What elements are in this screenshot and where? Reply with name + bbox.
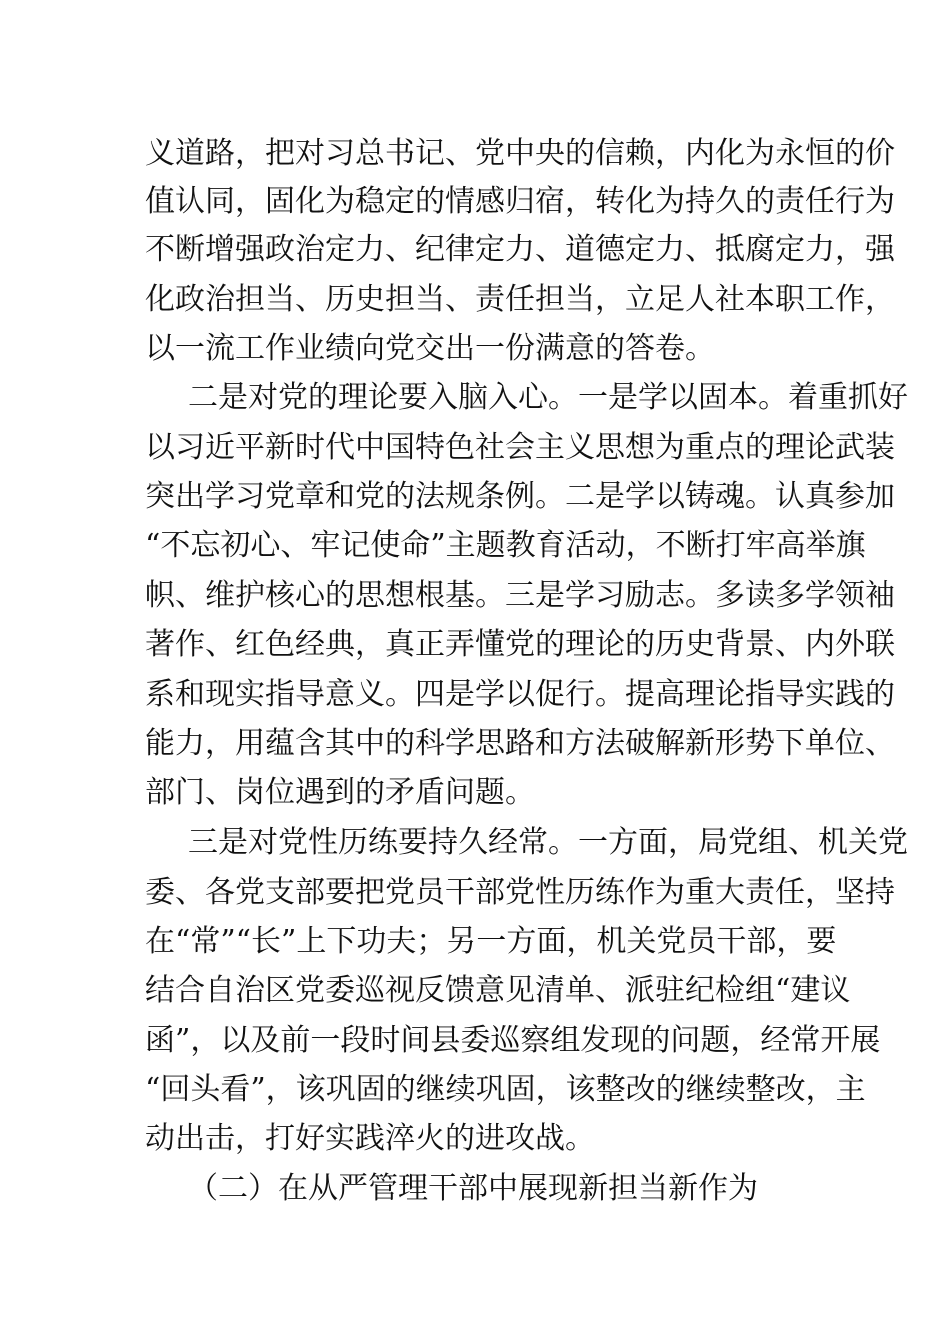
paragraph-line: 在“常”“长”上下功夫；另一方面，机关党员干部，要 xyxy=(145,924,837,959)
paragraph-line: 三是对党性历练要持久经常。一方面，局党组、机关党 xyxy=(188,825,908,860)
paragraph-line: 能力，用蕴含其中的科学思路和方法破解新形势下单位、 xyxy=(145,726,895,761)
paragraph-line: 动出击，打好实践淬火的进攻战。 xyxy=(145,1121,595,1156)
paragraph-line: 著作、红色经典，真正弄懂党的理论的历史背景、内外联 xyxy=(145,627,895,662)
paragraph-line: 委、各党支部要把党员干部党性历练作为重大责任，坚持 xyxy=(145,875,895,910)
paragraph-line: 二是对党的理论要入脑入心。一是学以固本。着重抓好 xyxy=(188,380,908,415)
paragraph-line: 不断增强政治定力、纪律定力、道德定力、抵腐定力，强 xyxy=(145,232,895,267)
paragraph-line: “回头看”，该巩固的继续巩固，该整改的继续整改，主 xyxy=(145,1072,866,1107)
paragraph-line: 帜、维护核心的思想根基。三是学习励志。多读多学领袖 xyxy=(145,578,895,613)
section-heading: （二）在从严管理干部中展现新担当新作为 xyxy=(188,1171,758,1206)
paragraph-line: 部门、岗位遇到的矛盾问题。 xyxy=(145,775,535,810)
paragraph-line: 结合自治区党委巡视反馈意见清单、派驻纪检组“建议 xyxy=(145,973,851,1008)
paragraph-line: 值认同，固化为稳定的情感归宿，转化为持久的责任行为 xyxy=(145,184,895,219)
paragraph-line: “不忘初心、牢记使命”主题教育活动，不断打牢高举旗 xyxy=(145,528,866,563)
paragraph-line: 以习近平新时代中国特色社会主义思想为重点的理论武装 xyxy=(145,430,895,465)
paragraph-line: 以一流工作业绩向党交出一份满意的答卷。 xyxy=(145,331,715,366)
paragraph-line: 函”，以及前一段时间县委巡察组发现的问题，经常开展 xyxy=(145,1023,881,1058)
paragraph-line: 系和现实指导意义。四是学以促行。提高理论指导实践的 xyxy=(145,677,895,712)
paragraph-line: 化政治担当、历史担当、责任担当，立足人社本职工作， xyxy=(145,282,895,317)
paragraph-line: 突出学习党章和党的法规条例。二是学以铸魂。认真参加 xyxy=(145,479,895,514)
paragraph-line: 义道路，把对习总书记、党中央的信赖，内化为永恒的价 xyxy=(145,136,895,171)
